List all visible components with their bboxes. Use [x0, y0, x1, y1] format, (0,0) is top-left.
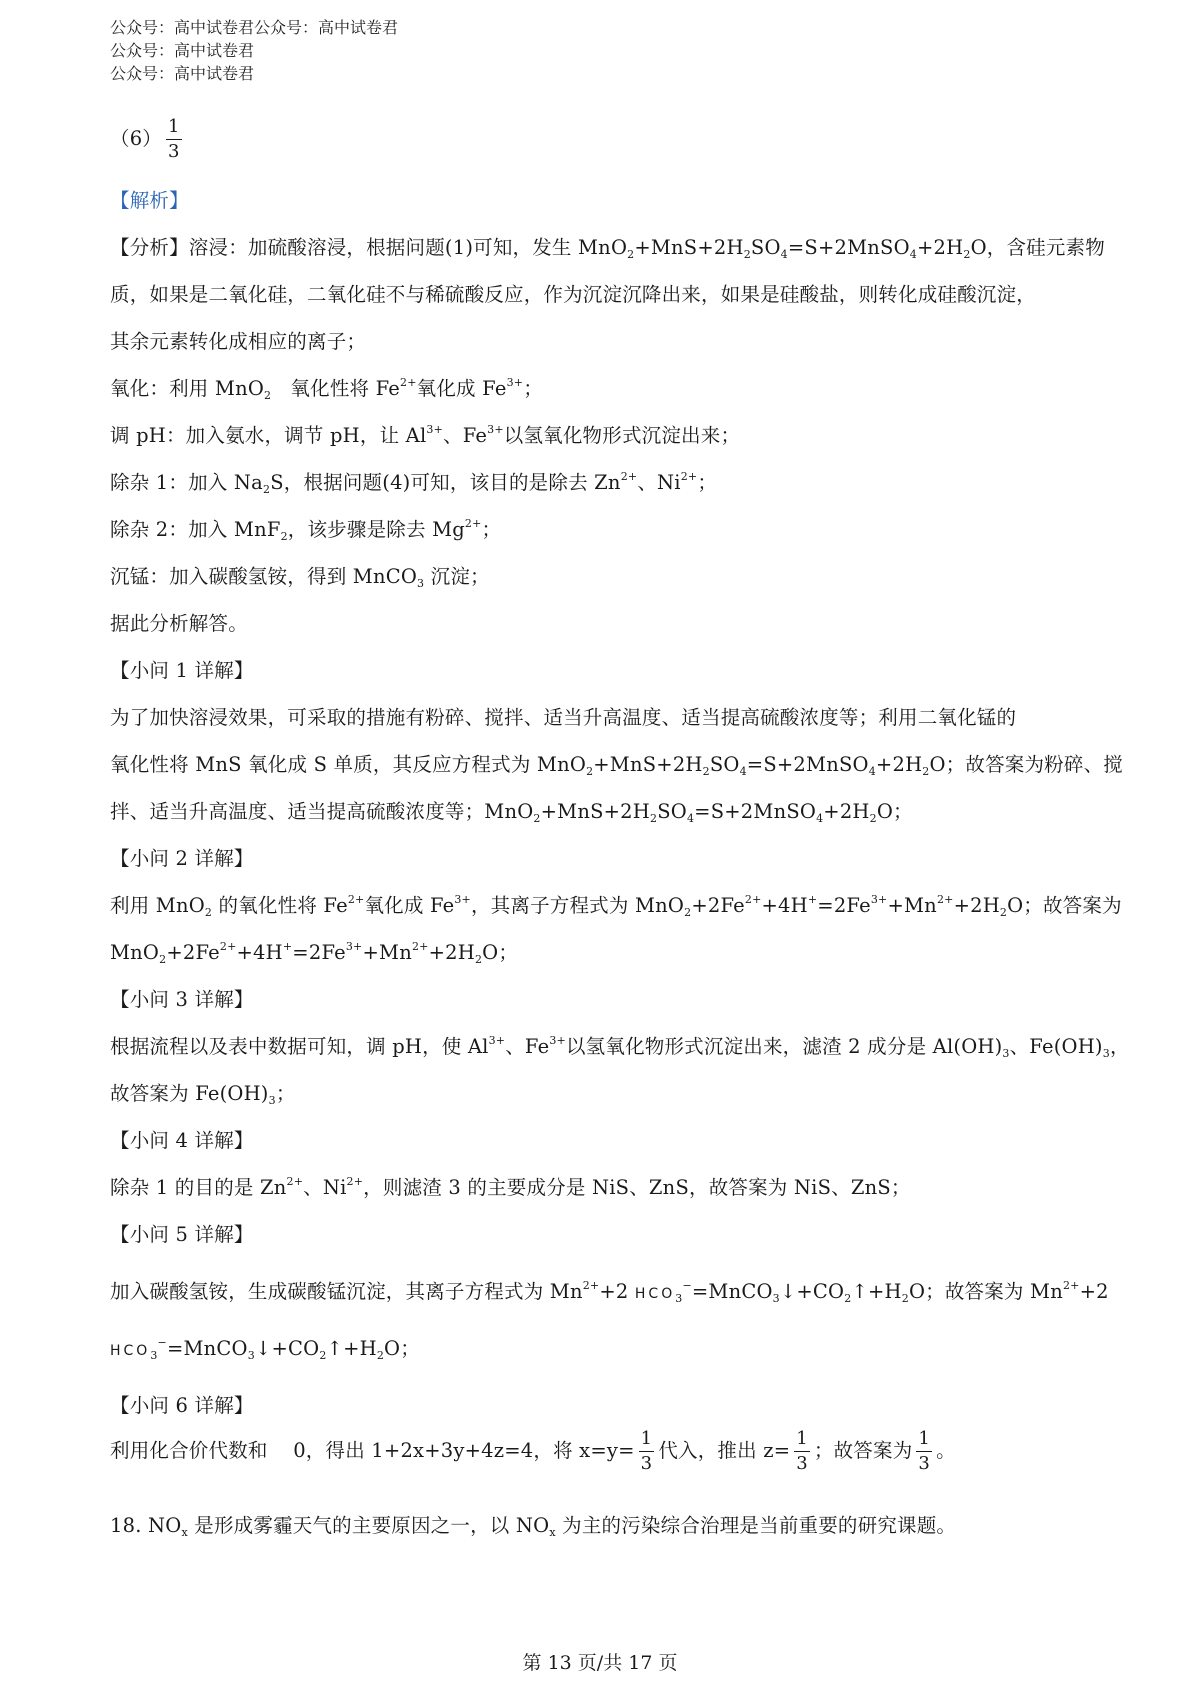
analysis-line-7: 除杂 2：加入 MnF$_2$，该步骤是除去 $Mg^{2+}$； — [110, 517, 502, 543]
analysis-line-5: 调 pH：加入氨水，调节 pH，让 $Al^{3+}$、$Fe^{3+}$以氢氧化物形式沉淀出来； — [110, 423, 741, 447]
answer-6-label: （6） — [110, 127, 163, 150]
q1-line-1: 为了加快溶浸效果，可采取的措施有粉碎、搅拌、适当升高温度、适当提高硫酸浓度等；利用二氧化锰的 — [110, 706, 1017, 729]
watermark-line-3: 公众号：高中试卷君 — [110, 64, 255, 83]
sub-question-6-heading: 【小问 6 详解】 — [110, 1394, 254, 1417]
watermark-line-2: 公众号：高中试卷君 — [110, 41, 255, 60]
analysis-line-8: 沉锰：加入碳酸氢铵，得到 MnCO$_3$ 沉淀； — [110, 565, 490, 590]
fraction: $\frac{1}{3}$ — [168, 116, 180, 162]
sub-question-5-heading: 【小问 5 详解】 — [110, 1223, 254, 1246]
analysis-line-9: 据此分析解答。 — [110, 612, 248, 635]
q5-line-1: 加入碳酸氢铵，生成碳酸锰沉淀，其离子方程式为 $Mn^{2+}+2$ $HCO_3^-=MnCO_3↓+CO_2↑+H_2O$；故答案为 $Mn^{2+}+2$ — [110, 1279, 1109, 1305]
sub-question-3-heading: 【小问 3 详解】 — [110, 988, 254, 1011]
q3-line-1: 根据流程以及表中数据可知，调 pH，使 $Al^{3+}$、$Fe^{3+}$以氢氧化物形式沉淀出来，滤渣 2 成分是 $Al(OH)_3$、$Fe(OH)_3$， — [110, 1034, 1130, 1060]
q4-line-1: 除杂 1 的目的是 $Zn^{2+}$、$Ni^{2+}$，则滤渣 3 的主要成分是 NiS、ZnS，故答案为 NiS、ZnS； — [110, 1175, 911, 1199]
watermark-line-1: 公众号：高中试卷君公众号：高中试卷君 — [110, 18, 399, 37]
question-18: 18. $NO_x$ 是形成雾霾天气的主要原因之一，以 $NO_x$ 为主的污染综合治理是当前重要的研究课题。 — [110, 1514, 957, 1539]
q2-line-2: $MnO_2+2Fe^{2+}+4H^+=2Fe^{3+}+Mn^{2+}+2H_2O$； — [110, 940, 519, 966]
analysis-line-2: 质，如果是二氧化硅，二氧化硅不与稀硫酸反应，作为沉淀沉降出来，如果是硅酸盐，则转化成硅酸沉淀， — [110, 283, 1036, 306]
q1-line-2: 氧化性将 MnS 氧化成 S 单质，其反应方程式为 $MnO_2+MnS+2H_2SO_4=S+2MnSO_4+2H_2O$；故答案为粉碎、搅 — [110, 753, 1123, 778]
q5-line-2: $HCO_3^-=MnCO_3↓+CO_2↑+H_2O$； — [110, 1336, 420, 1362]
answer-6 — [110, 118, 186, 161]
q3-line-2: 故答案为 $Fe(OH)_3$； — [110, 1082, 296, 1107]
analysis-line-1: 【分析】溶浸：加硫酸溶浸，根据问题(1)可知，发生 $MnO_2+MnS+2H_2SO_4=S+2MnSO_4+2H_2O$，含硅元素物 — [110, 236, 1105, 261]
q6-line-1: 利用化合价代数和 0，得出 1+2x+3y+4z=4，将 x=y= $\frac{1}{3}$ 代入，推出 z= $\frac{1}{3}$ ；故答案为 $\frac{1}{3}$ 。 — [110, 1428, 956, 1474]
q1-line-3: 拌、适当升高温度、适当提高硫酸浓度等；$MnO_2+MnS+2H_2SO_4=S+2MnSO_4+2H_2O$； — [110, 800, 913, 825]
sub-question-4-heading: 【小问 4 详解】 — [110, 1129, 254, 1152]
sub-question-1-heading: 【小问 1 详解】 — [110, 659, 254, 682]
analysis-line-3: 其余元素转化成相应的离子； — [110, 330, 367, 353]
analysis-line-4: 氧化：利用 MnO$_2$ 氧化性将 $Fe^{2+}$氧化成 $Fe^{3+}$； — [110, 376, 543, 402]
sub-question-2-heading: 【小问 2 详解】 — [110, 847, 254, 870]
jiexi-heading: 【解析】 — [110, 189, 189, 212]
q2-line-1: 利用 MnO$_2$ 的氧化性将 $Fe^{2+}$氧化成 $Fe^{3+}$，其离子方程式为 $MnO_2+2Fe^{2+}+4H^+=2Fe^{3+}+Mn^{2+}+2H_2O$；故答案为 — [110, 893, 1122, 919]
analysis-line-6: 除杂 1：加入 $Na_2S$，根据问题(4)可知，该目的是除去 $Zn^{2+}$、$Ni^{2+}$； — [110, 470, 718, 496]
page-footer: 第 13 页/共 17 页 — [522, 1652, 678, 1674]
